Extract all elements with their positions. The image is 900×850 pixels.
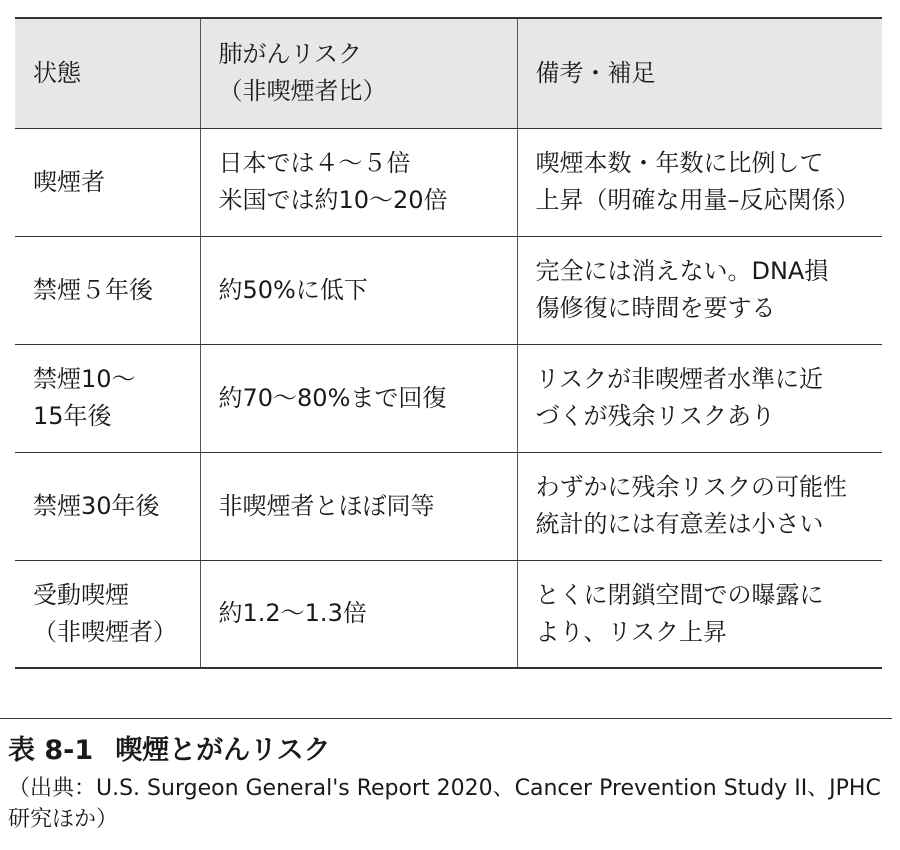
- cell-status: 喫煙者: [15, 128, 200, 236]
- table-header-row: [15, 18, 882, 128]
- table-caption: [8, 734, 894, 768]
- source-citation: （出典：U.S. Surgeon General's Report 2020、Cancer Prevention Study II、JPHC 研究ほか）: [8, 776, 881, 832]
- header-notes: 備考・補足: [517, 18, 882, 128]
- cell-notes: リスクが非喫煙者水準に近 づくが残余リスクあり: [517, 344, 882, 452]
- header-lung-cancer-risk: 肺がんリスク （非喫煙者比）: [200, 18, 517, 128]
- cell-status: 禁煙５年後: [15, 236, 200, 344]
- risk-table-container: [15, 17, 882, 669]
- caption-divider: [0, 718, 892, 719]
- table-row: [15, 236, 882, 344]
- smoking-cancer-risk-table: [15, 17, 882, 669]
- cell-risk: 非喫煙者とほぼ同等: [200, 452, 517, 560]
- cell-notes: 完全には消えない。DNA損 傷修復に時間を要する: [517, 236, 882, 344]
- cell-status: 受動喫煙 （非喫煙者）: [15, 560, 200, 668]
- table-row: [15, 560, 882, 668]
- cell-status: 禁煙30年後: [15, 452, 200, 560]
- table-title: 喫煙とがんリスク: [115, 735, 331, 766]
- cell-notes: わずかに残余リスクの可能性 統計的には有意差は小さい: [517, 452, 882, 560]
- cell-notes: とくに閉鎖空間での曝露に より、リスク上昇: [517, 560, 882, 668]
- table-number: 表 8-1: [8, 735, 94, 766]
- table-row: [15, 452, 882, 560]
- cell-risk: 約1.2～1.3倍: [200, 560, 517, 668]
- header-status: 状態: [15, 18, 200, 128]
- cell-risk: 日本では４～５倍 米国では約10～20倍: [200, 128, 517, 236]
- cell-risk: 約70～80%まで回復: [200, 344, 517, 452]
- table-row: [15, 344, 882, 452]
- cell-risk: 約50%に低下: [200, 236, 517, 344]
- cell-status: 禁煙10～ 15年後: [15, 344, 200, 452]
- cell-notes: 喫煙本数・年数に比例して 上昇（明確な用量–反応関係）: [517, 128, 882, 236]
- table-row: [15, 128, 882, 236]
